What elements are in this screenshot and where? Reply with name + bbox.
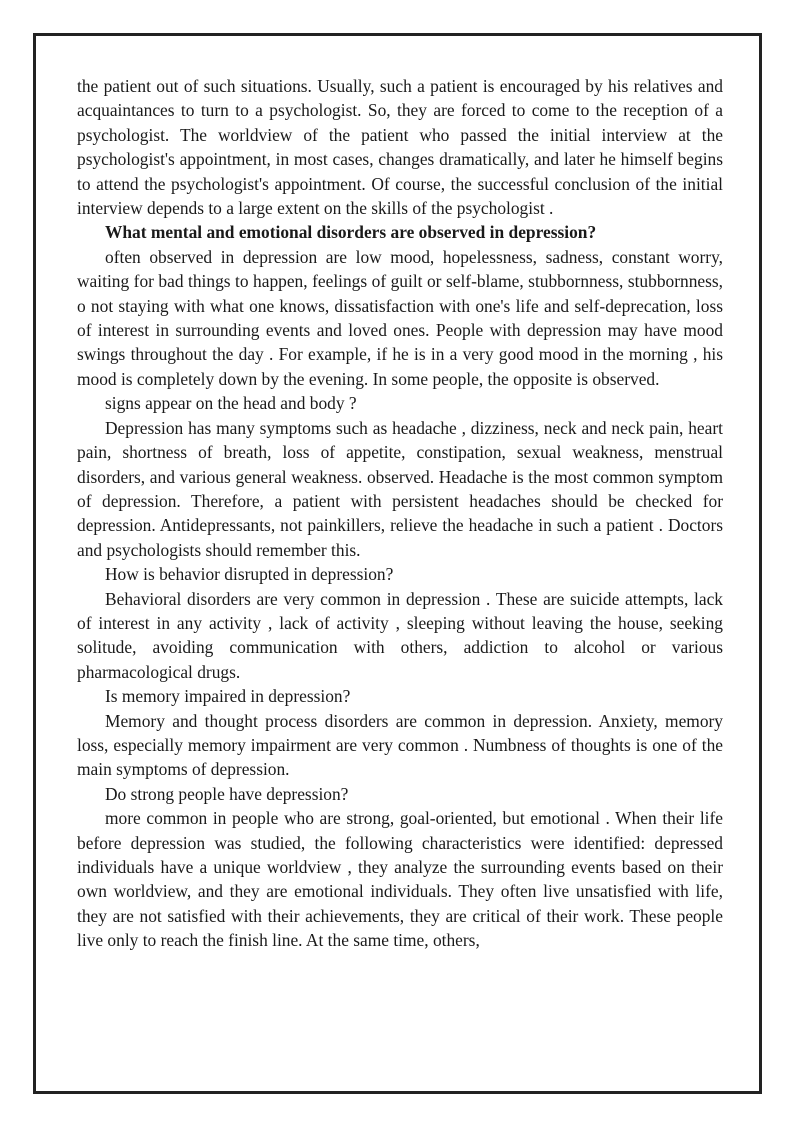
body-paragraph: more common in people who are strong, goal-oriented, but emotional . When their life before depression was studied, the following characteristics were identified: depressed individuals have a unique worldview , they analyze the surrounding events based on their own worldview, and they are emotional individuals. They often live unsatisfied with life, they are not satisfied with their achievements, they are critical of their work. These people live only to reach the finish line. At the same time, others, [77, 808, 723, 951]
body-paragraph: signs appear on the head and body ? [105, 393, 357, 414]
body-paragraph: Do strong people have depression? [105, 783, 349, 804]
document-body [77, 74, 723, 953]
section-heading: What mental and emotional disorders are observed in depression? [105, 222, 597, 243]
body-paragraph: Depression has many symptoms such as headache , dizziness, neck and neck pain, heart pain, shortness of breath, loss of appetite, constipation, sexual weakness, menstrual disorders, and various general weakness. observed. Headache is the most common symptom of depression. Therefore, a patient with persistent headaches should be checked for depression. Antidepressants, not painkillers, relieve the headache in such a patient . Doctors and psychologists should remember this. [77, 417, 723, 560]
continuation-paragraph: the patient out of such situations. Usually, such a patient is encouraged by his relatives and acquaintances to turn to a psychologist. So, they are forced to come to the reception of a psychologist. The worldview of the patient who passed the initial interview at the psychologist's appointment, in most cases, changes dramatically, and later he himself begins to attend the psychologist's appointment. Of course, the successful conclusion of the initial interview depends to a large extent on the skills of the psychologist . [77, 76, 723, 219]
body-paragraph: Is memory impaired in depression? [105, 686, 351, 707]
body-paragraph: How is behavior disrupted in depression? [105, 564, 394, 585]
body-paragraph: often observed in depression are low mood, hopelessness, sadness, constant worry, waiting for bad things to happen, feelings of guilt or self-blame, stubbornness, stubbornness, o not staying with what one knows, dissatisfaction with one's life and self-deprecation, loss of interest in surrounding events and loved ones. People with depression may have mood swings throughout the day . For example, if he is in a very good mood in the morning , his mood is completely down by the evening. In some people, the opposite is observed. [77, 246, 723, 389]
body-paragraph: Behavioral disorders are very common in depression . These are suicide attempts, lack of interest in any activity , lack of activity , sleeping without leaving the house, seeking solitude, avoiding communication with others, addiction to alcohol or various pharmacological drugs. [77, 588, 723, 682]
body-paragraph: Memory and thought process disorders are common in depression. Anxiety, memory loss, especially memory impairment are very common . Numbness of thoughts is one of the main symptoms of depression. [77, 710, 723, 780]
